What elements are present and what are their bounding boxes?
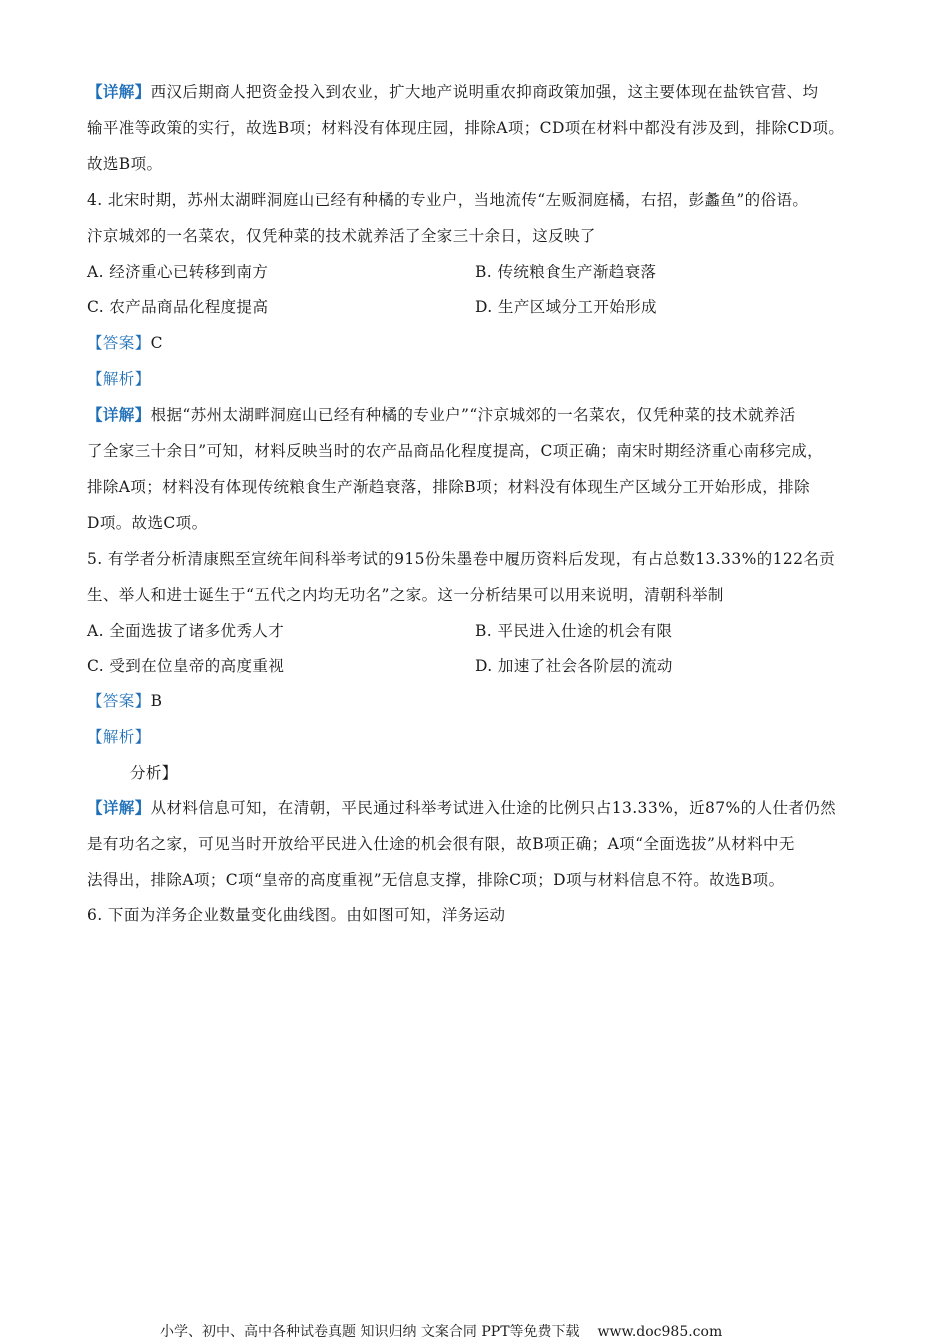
answer-value: B <box>150 692 163 710</box>
q4-option-c: C. 农产品商品化程度提高 <box>87 298 269 316</box>
q4-detail-line-1: 【详解】根据“苏州太湖畔洞庭山已经有种橘的专业户”“汴京城郊的一名菜农，仅凭种菜的技术就养活 <box>87 405 796 424</box>
q6-stem: 6. 下面为洋务企业数量变化曲线图。由如图可知，洋务运动 <box>87 906 506 924</box>
q3-detail-line-3: 故选B项。 <box>87 155 163 173</box>
q5-analysis-tag: 【解析】 <box>87 728 151 746</box>
q4-stem-line-2: 汴京城郊的一名菜农，仅凭种菜的技术就养活了全家三十余日，这反映了 <box>87 227 596 245</box>
q4-option-d: D. 生产区域分工开始形成 <box>475 298 657 316</box>
q4-stem-line-1: 4. 北宋时期，苏州太湖畔洞庭山已经有种橘的专业户，当地流传“左贩洞庭橘，右招，彭蠡鱼”的俗语。 <box>87 191 809 209</box>
q5-stem-line-1: 5. 有学者分析清康熙至宣统年间科举考试的915份朱墨卷中履历资料后发现，有占总数13.33%的122名贡 <box>87 550 836 568</box>
q5-option-a: A. 全面选拔了诸多优秀人才 <box>87 622 285 640</box>
q5-detail-line-1: 【详解】从材料信息可知，在清朝，平民通过科举考试进入仕途的比例只占13.33%，近87%的人仕者仍然 <box>87 798 837 817</box>
q5-stem-line-2: 生、举人和进士诞生于“五代之内均无功名”之家。这一分析结果可以用来说明，清朝科举制 <box>87 586 724 604</box>
answer-tag: 【答案】 <box>87 334 151 352</box>
detail-tag: 【详解】 <box>87 82 151 101</box>
footer-text: 小学、初中、高中各种试卷真题 知识归纳 文案合同 PPT等免费下载 <box>160 1324 580 1340</box>
q5-answer <box>87 690 877 712</box>
answer-tag: 【答案】 <box>87 692 151 710</box>
q4-option-a: A. 经济重心已转移到南方 <box>87 263 269 281</box>
q5-option-b: B. 平民进入仕途的机会有限 <box>475 622 673 640</box>
q4-analysis-tag: 【解析】 <box>87 370 151 388</box>
answer-value: C <box>150 334 163 352</box>
q4-answer <box>87 332 877 354</box>
q4-detail-line-3: 排除A项；材料没有体现传统粮食生产渐趋衰落，排除B项；材料没有体现生产区域分工开始形成，排除 <box>87 478 810 496</box>
q5-option-d: D. 加速了社会各阶层的流动 <box>475 657 673 675</box>
q5-option-c: C. 受到在位皇帝的高度重视 <box>87 657 285 675</box>
q3-detail-line-2: 输平准等政策的实行，故选B项；材料没有体现庄园，排除A项；CD项在材料中都没有涉及到，排除CD项。 <box>87 119 845 137</box>
footer-url[interactable]: www.doc985.com <box>597 1324 723 1340</box>
q5-analysis-sub: 分析】 <box>130 764 178 782</box>
q4-detail-line-2: 了全家三十余日”可知，材料反映当时的农产品商品化程度提高，C项正确；南宋时期经济重心南移完成， <box>87 442 824 460</box>
q4-detail-line-4: D项。故选C项。 <box>87 514 208 532</box>
detail-tag: 【详解】 <box>87 405 151 424</box>
q4-option-b: B. 传统粮食生产渐趋衰落 <box>475 263 657 281</box>
q3-detail-line-1: 【详解】西汉后期商人把资金投入到农业，扩大地产说明重农抑商政策加强，这主要体现在盐铁官营、均 <box>87 82 819 101</box>
q5-detail-line-2: 是有功名之家，可见当时开放给平民进入仕途的机会很有限，故B项正确；A项“全面选拔”从材料中无 <box>87 835 795 853</box>
detail-tag: 【详解】 <box>87 798 151 817</box>
page-footer <box>160 1322 860 1342</box>
q5-detail-line-3: 法得出，排除A项；C项“皇帝的高度重视”无信息支撑，排除C项；D项与材料信息不符。故选B项。 <box>87 871 785 889</box>
